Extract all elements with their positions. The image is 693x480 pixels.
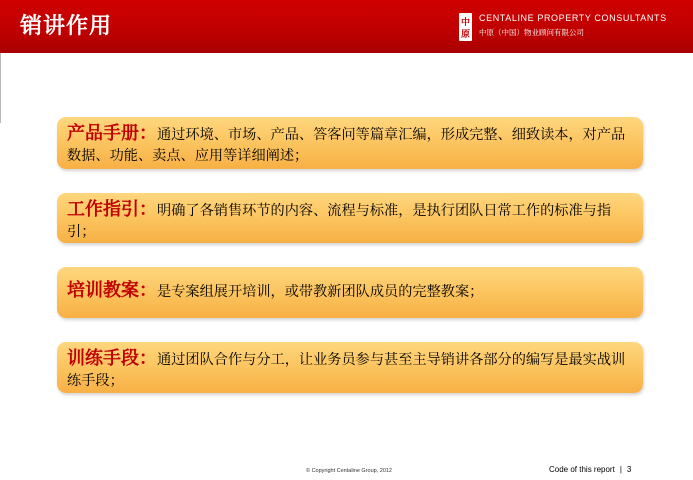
card-text-block [67, 123, 633, 167]
card-description: 通过团队合作与分工，让业务员参与甚至主导销讲各部分的编写是最实战训练手段； [67, 352, 626, 389]
card-product-manual [57, 117, 643, 169]
card-training-plan [57, 267, 643, 318]
logo-char-bottom: 原 [460, 30, 471, 40]
centaline-logo [459, 13, 472, 41]
company-name-en: CENTALINE PROPERTY CONSULTANTS [479, 13, 667, 23]
card-description: 明确了各销售环节的内容、流程与标准，是执行团队日常工作的标准与指引； [67, 203, 612, 240]
card-text-block [67, 280, 633, 303]
card-training-method [57, 342, 643, 393]
slide-title: 销讲作用 [20, 14, 113, 39]
card-description: 通过环境、市场、产品、答客问等篇章汇编，形成完整、细致读本，对产品数据、功能、卖点、应用等详细阐述； [67, 127, 626, 164]
card-label: 产品手册： [67, 123, 157, 144]
left-divider-line [0, 53, 1, 123]
header-bar [0, 0, 693, 53]
card-label: 训练手段： [67, 348, 157, 369]
card-description: 是专案组展开培训，或带教新团队成员的完整教案； [157, 284, 484, 300]
footer-report-code [549, 465, 631, 474]
page-number: 3 [626, 465, 632, 474]
card-text-block [67, 348, 633, 392]
logo-char-top: 中 [460, 18, 471, 28]
footer-copyright: © Copyright Centaline Group, 2012 [306, 468, 392, 474]
card-work-guide [57, 193, 643, 243]
company-name-cn: 中原（中国）物业顾问有限公司 [479, 28, 584, 37]
footer-code-label: Code of this report [549, 465, 615, 474]
card-label: 培训教案： [67, 280, 157, 301]
footer-separator: | [619, 465, 622, 474]
card-label: 工作指引： [67, 199, 157, 220]
card-text-block [67, 199, 633, 243]
